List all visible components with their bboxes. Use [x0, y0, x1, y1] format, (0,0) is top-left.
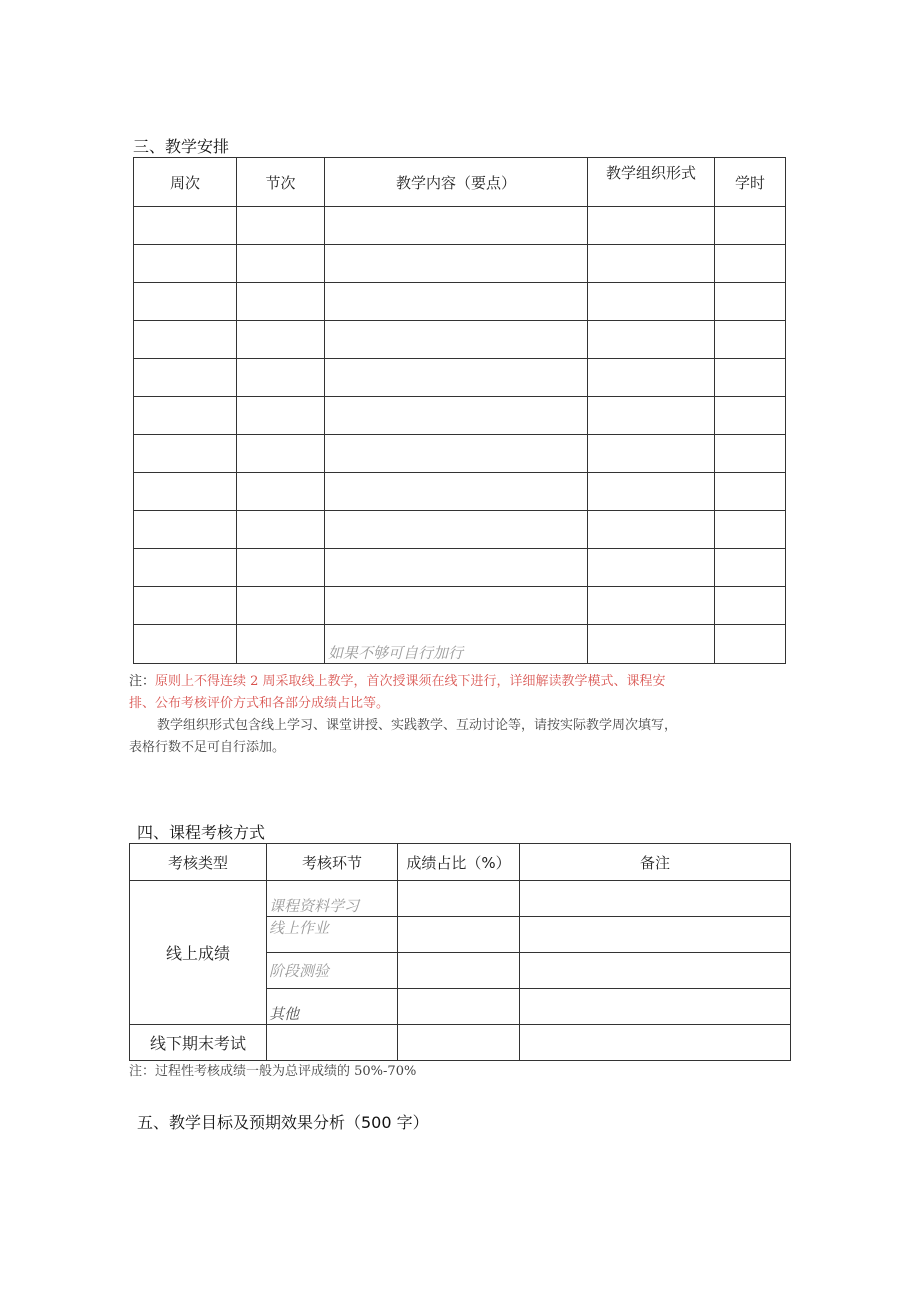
cell[interactable] [134, 587, 237, 625]
cell[interactable] [134, 549, 237, 587]
cell[interactable] [325, 549, 588, 587]
cell[interactable] [134, 397, 237, 435]
table-row [134, 511, 786, 549]
cell[interactable] [237, 587, 325, 625]
cell[interactable] [588, 625, 715, 664]
cell[interactable] [325, 359, 588, 397]
cell[interactable] [267, 1025, 398, 1061]
cell[interactable] [134, 359, 237, 397]
cell[interactable] [325, 511, 588, 549]
cell[interactable] [588, 549, 715, 587]
cell[interactable] [237, 435, 325, 473]
cell[interactable] [715, 359, 786, 397]
cell[interactable] [237, 283, 325, 321]
cell[interactable] [520, 989, 791, 1025]
cell[interactable] [715, 625, 786, 664]
cell[interactable] [134, 473, 237, 511]
cell[interactable] [520, 917, 791, 953]
cell[interactable] [134, 321, 237, 359]
offline-exam-label: 线下期末考试 [130, 1025, 267, 1061]
cell[interactable] [237, 245, 325, 283]
cell[interactable] [398, 881, 520, 917]
cell[interactable] [237, 625, 325, 664]
col-remark: 备注 [520, 844, 791, 881]
table-row [130, 1025, 791, 1061]
cell[interactable] [588, 359, 715, 397]
teaching-schedule-table [133, 157, 786, 664]
table-row [130, 881, 791, 917]
cell[interactable] [715, 397, 786, 435]
table-row [134, 587, 786, 625]
col-format: 教学组织形式 [588, 158, 715, 207]
online-item-1: 课程资料学习 [269, 897, 360, 915]
note-line3: 教学组织形式包含线上学习、课堂讲授、实践教学、互动讨论等，请按实际教学周次填写， [157, 718, 678, 733]
cell[interactable] [134, 207, 237, 245]
cell[interactable] [134, 245, 237, 283]
cell[interactable] [715, 283, 786, 321]
cell[interactable] [325, 321, 588, 359]
section4-heading: 四、课程考核方式 [137, 823, 266, 842]
cell[interactable] [520, 1025, 791, 1061]
cell[interactable] [237, 359, 325, 397]
cell[interactable] [325, 397, 588, 435]
online-item-2: 线上作业 [269, 919, 330, 937]
note-line4: 表格行数不足可自行添加。 [129, 740, 286, 755]
cell[interactable] [237, 511, 325, 549]
col-session: 节次 [237, 158, 325, 207]
col-score-ratio: 成绩占比（%） [398, 844, 520, 881]
cell[interactable] [398, 1025, 520, 1061]
cell[interactable] [325, 283, 588, 321]
table-row [134, 625, 786, 664]
col-content: 教学内容（要点） [325, 158, 588, 207]
note-red-line2: 排、公布考核评价方式和各部分成绩占比等。 [129, 696, 390, 711]
note-prefix: 注： [129, 674, 156, 689]
cell[interactable] [715, 511, 786, 549]
online-item-4: 其他 [269, 1005, 300, 1023]
cell[interactable] [715, 245, 786, 283]
cell[interactable] [398, 953, 520, 989]
cell[interactable] [520, 953, 791, 989]
cell[interactable] [715, 587, 786, 625]
cell[interactable] [588, 397, 715, 435]
section3-note [129, 671, 789, 759]
cell[interactable] [237, 397, 325, 435]
table-row [134, 321, 786, 359]
cell[interactable] [325, 245, 588, 283]
table-row [134, 435, 786, 473]
cell[interactable] [134, 435, 237, 473]
section4-note: 注：过程性考核成绩一般为总评成绩的 50%-70% [129, 1064, 417, 1079]
cell[interactable] [237, 473, 325, 511]
cell[interactable] [588, 435, 715, 473]
online-item-3: 阶段测验 [269, 962, 330, 980]
cell[interactable] [134, 511, 237, 549]
col-week: 周次 [134, 158, 237, 207]
table-row [134, 397, 786, 435]
section3-heading: 三、教学安排 [133, 137, 230, 156]
cell[interactable] [398, 917, 520, 953]
cell[interactable] [325, 587, 588, 625]
cell[interactable] [237, 549, 325, 587]
cell[interactable] [715, 549, 786, 587]
cell[interactable] [237, 321, 325, 359]
table-row [134, 245, 786, 283]
cell[interactable] [588, 207, 715, 245]
table-row [134, 207, 786, 245]
add-row-hint: 如果不够可自行加行 [328, 644, 464, 662]
cell[interactable] [237, 207, 325, 245]
table-row [134, 473, 786, 511]
online-score-label: 线上成绩 [130, 881, 267, 1025]
cell[interactable] [588, 245, 715, 283]
cell[interactable] [588, 511, 715, 549]
col-hours: 学时 [715, 158, 786, 207]
cell[interactable] [715, 321, 786, 359]
col-assessment-item: 考核环节 [267, 844, 398, 881]
cell[interactable] [715, 473, 786, 511]
section5-heading: 五、教学目标及预期效果分析（500 字） [137, 1113, 429, 1132]
cell[interactable] [588, 473, 715, 511]
note-red-line1: 原则上不得连续 2 周采取线上教学，首次授课须在线下进行，详细解读教学模式、课程安 [155, 674, 666, 689]
table-row [134, 549, 786, 587]
cell[interactable] [520, 881, 791, 917]
cell[interactable] [398, 989, 520, 1025]
cell[interactable] [588, 321, 715, 359]
cell[interactable] [134, 283, 237, 321]
cell[interactable] [325, 473, 588, 511]
cell[interactable] [715, 435, 786, 473]
cell[interactable] [325, 207, 588, 245]
cell[interactable] [134, 625, 237, 664]
assessment-table [129, 843, 791, 1061]
cell[interactable] [588, 283, 715, 321]
table-row [134, 283, 786, 321]
cell[interactable] [325, 625, 588, 664]
cell[interactable] [588, 587, 715, 625]
cell[interactable] [715, 207, 786, 245]
col-assessment-type: 考核类型 [130, 844, 267, 881]
table-row [134, 359, 786, 397]
cell[interactable] [325, 435, 588, 473]
